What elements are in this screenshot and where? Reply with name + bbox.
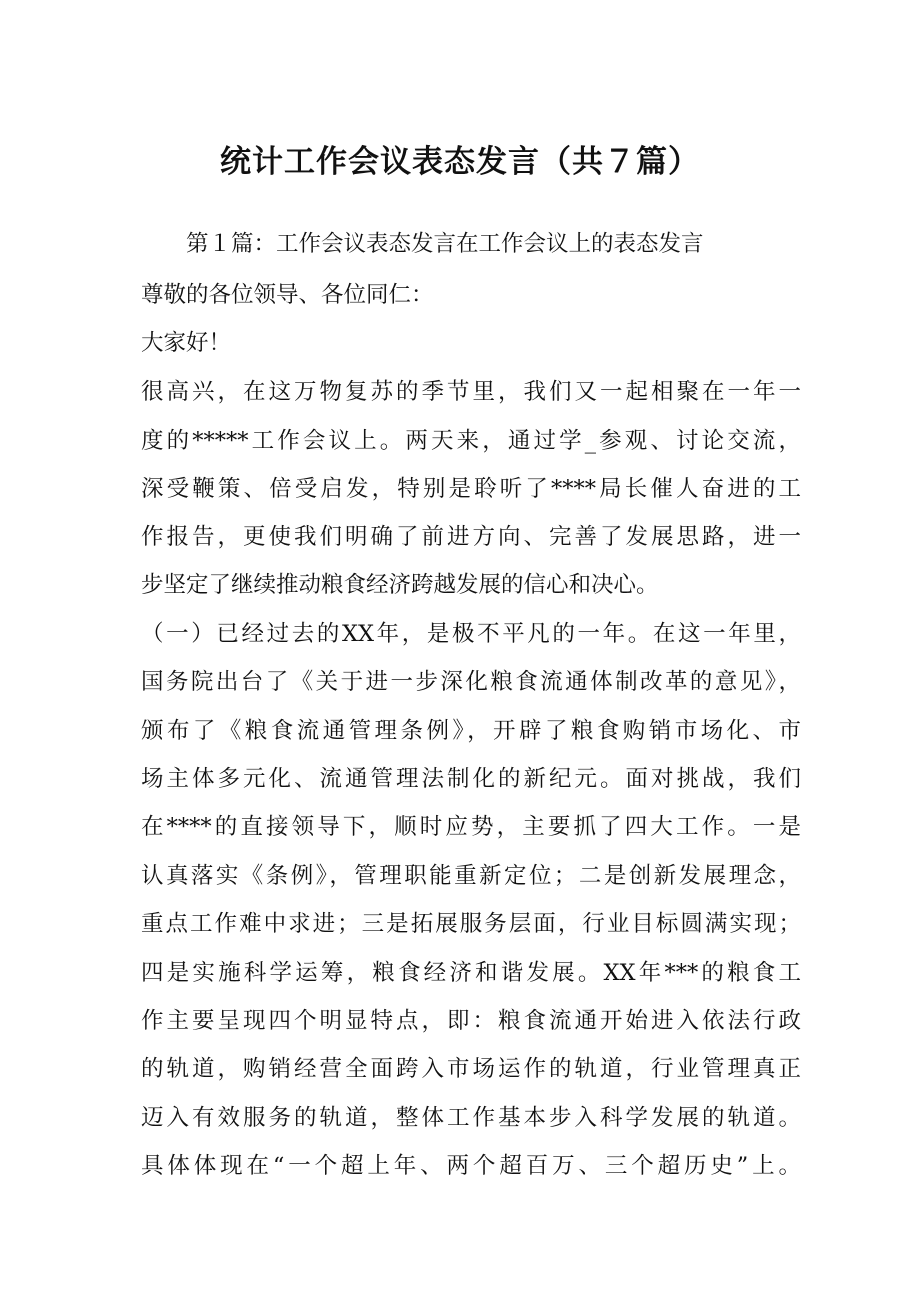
- paragraph-line: 场主体多元化、流通管理法制化的新纪元。面对挑战，我们: [141, 766, 801, 792]
- paragraph-line: 大家好！: [141, 330, 232, 356]
- paragraph-line: 很高兴，在这万物复苏的季节里，我们又一起相聚在一年一: [141, 379, 801, 405]
- paragraph-line: 的轨道，购销经营全面跨入市场运作的轨道，行业管理真正: [141, 1056, 801, 1082]
- paragraph-line: 重点工作难中求进；三是拓展服务层面，行业目标圆满实现；: [141, 911, 801, 937]
- paragraph-line: 迈入有效服务的轨道，整体工作基本步入科学发展的轨道。: [141, 1105, 801, 1131]
- paragraph-line: 作主要呈现四个明显特点，即：粮食流通开始进入依法行政: [141, 1008, 801, 1034]
- paragraph-line: 具体体现在“一个超上年、两个超百万、三个超历史”上。: [141, 1153, 801, 1179]
- paragraph-line: 颁布了《粮食流通管理条例》，开辟了粮食购销市场化、市: [141, 718, 801, 744]
- paragraph-line: （一）已经过去的XX年，是极不平凡的一年。在这一年里，: [141, 621, 801, 647]
- paragraph-line: 尊敬的各位领导、各位同仁：: [141, 282, 434, 308]
- document-title: 统计工作会议表态发言（共７篇）: [220, 144, 700, 180]
- paragraph-line: 四是实施科学运筹，粮食经济和谐发展。XX年***的粮食工: [141, 960, 801, 986]
- paragraph-line: 步坚定了继续推动粮食经济跨越发展的信心和决心。: [141, 572, 659, 598]
- paragraph-line: 国务院出台了《关于进一步深化粮食流通体制改革的意见》，: [141, 669, 801, 695]
- paragraph-line: 在****的直接领导下，顺时应势，主要抓了四大工作。一是: [141, 814, 801, 840]
- paragraph-line: 深受鞭策、倍受启发，特别是聆听了****局长催人奋进的工: [141, 476, 801, 502]
- paragraph-line: 作报告，更使我们明确了前进方向、完善了发展思路，进一: [141, 524, 801, 550]
- paragraph-line: 度的*****工作会议上。两天来，通过学_参观、讨论交流，: [141, 428, 801, 454]
- paragraph-line: 认真落实《条例》，管理职能重新定位；二是创新发展理念，: [141, 863, 801, 889]
- paragraph-line: 第１篇：工作会议表态发言在工作会议上的表态发言: [186, 231, 704, 257]
